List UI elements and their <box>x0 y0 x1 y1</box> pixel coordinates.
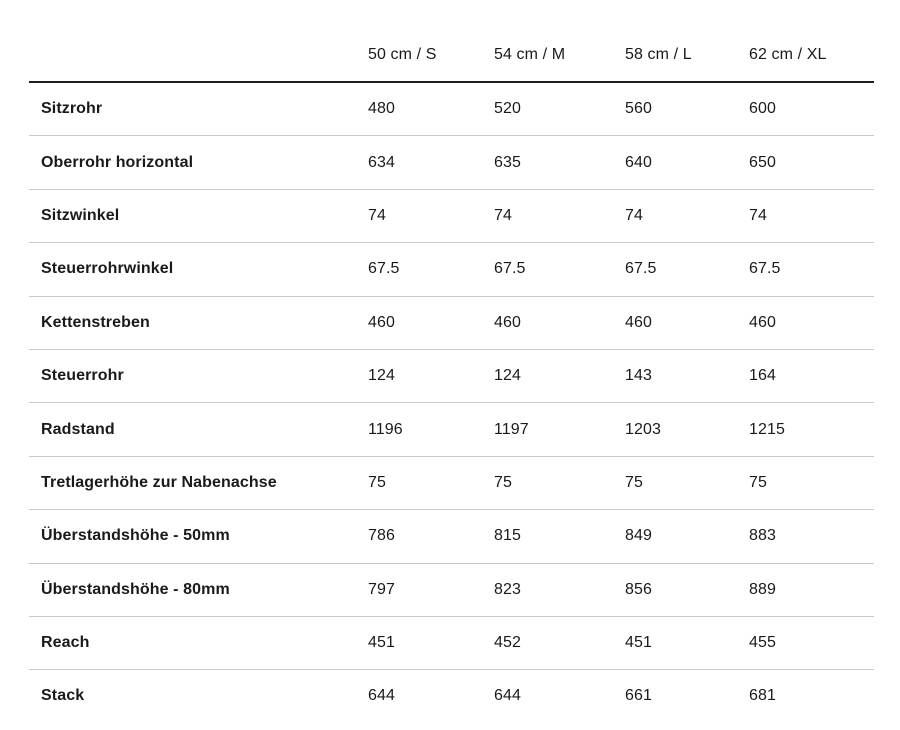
row-label: Reach <box>29 616 368 669</box>
row-label: Steuerrohr <box>29 349 368 402</box>
header-empty-cell <box>29 28 368 82</box>
cell-value: 560 <box>625 82 749 136</box>
cell-value: 480 <box>368 82 494 136</box>
table-header <box>29 28 874 82</box>
table-row-ueberstandshoehe-80mm <box>29 563 874 616</box>
table-row-stack <box>29 670 874 723</box>
cell-value: 889 <box>749 563 874 616</box>
cell-value: 67.5 <box>494 243 625 296</box>
cell-value: 1196 <box>368 403 494 456</box>
cell-value: 451 <box>368 616 494 669</box>
table-row-kettenstreben <box>29 296 874 349</box>
row-label: Oberrohr horizontal <box>29 136 368 189</box>
cell-value: 74 <box>625 189 749 242</box>
row-label: Steuerrohrwinkel <box>29 243 368 296</box>
table-row-tretlagerhoehe <box>29 456 874 509</box>
cell-value: 124 <box>494 349 625 402</box>
cell-value: 460 <box>494 296 625 349</box>
cell-value: 67.5 <box>625 243 749 296</box>
row-label: Überstandshöhe - 50mm <box>29 510 368 563</box>
cell-value: 75 <box>749 456 874 509</box>
cell-value: 1215 <box>749 403 874 456</box>
column-header-xl: 62 cm / XL <box>749 28 874 82</box>
cell-value: 455 <box>749 616 874 669</box>
cell-value: 644 <box>494 687 521 705</box>
table-row-sitzrohr <box>29 82 874 136</box>
cell-value: 452 <box>494 616 625 669</box>
cell-value: 650 <box>749 136 874 189</box>
cell-value: 451 <box>625 616 749 669</box>
column-header-l: 58 cm / L <box>625 28 749 82</box>
cell-value: 75 <box>368 456 494 509</box>
cell-value: 460 <box>368 296 494 349</box>
cell-value: 67.5 <box>368 243 494 296</box>
cell-value: 634 <box>368 136 494 189</box>
table-row-sitzwinkel <box>29 189 874 242</box>
table-body <box>29 82 874 723</box>
cell-value: 815 <box>494 510 625 563</box>
table-row-reach <box>29 616 874 669</box>
row-label: Tretlagerhöhe zur Nabenachse <box>29 456 368 509</box>
cell-value: 849 <box>625 510 749 563</box>
cell-value: 823 <box>494 563 625 616</box>
row-label: Radstand <box>29 403 368 456</box>
geometry-table <box>29 28 874 723</box>
table-row-steuerrohrwinkel <box>29 243 874 296</box>
cell-value: 460 <box>625 296 749 349</box>
cell-value: 460 <box>749 296 874 349</box>
cell-value: 883 <box>749 510 874 563</box>
cell-value: 75 <box>494 456 625 509</box>
cell-value: 644 <box>368 687 395 705</box>
row-label: Kettenstreben <box>29 296 368 349</box>
cell-value: 681 <box>749 687 776 705</box>
cell-value: 797 <box>368 563 494 616</box>
cell-value: 786 <box>368 510 494 563</box>
cell-value: 75 <box>625 456 749 509</box>
column-header-s: 50 cm / S <box>368 28 494 82</box>
row-label: Stack <box>41 687 85 705</box>
cell-value: 143 <box>625 349 749 402</box>
header-row <box>29 28 874 82</box>
cell-value: 640 <box>625 136 749 189</box>
cell-value: 635 <box>494 136 625 189</box>
cell-value: 74 <box>749 189 874 242</box>
cell-value: 164 <box>749 349 874 402</box>
cell-value: 661 <box>625 687 652 705</box>
row-label: Sitzrohr <box>29 82 368 136</box>
cell-value: 124 <box>368 349 494 402</box>
cell-value: 74 <box>368 189 494 242</box>
table-row-steuerrohr <box>29 349 874 402</box>
row-label: Überstandshöhe - 80mm <box>29 563 368 616</box>
table-row-ueberstandshoehe-50mm <box>29 510 874 563</box>
cell-value: 67.5 <box>749 243 874 296</box>
table-row-radstand <box>29 403 874 456</box>
cell-value: 1197 <box>494 403 625 456</box>
cell-value: 1203 <box>625 403 749 456</box>
column-header-m: 54 cm / M <box>494 28 625 82</box>
cell-value: 520 <box>494 82 625 136</box>
cell-value: 74 <box>494 189 625 242</box>
row-label: Sitzwinkel <box>29 189 368 242</box>
table-row-oberrohr-horizontal <box>29 136 874 189</box>
cell-value: 600 <box>749 82 874 136</box>
cell-value: 856 <box>625 563 749 616</box>
